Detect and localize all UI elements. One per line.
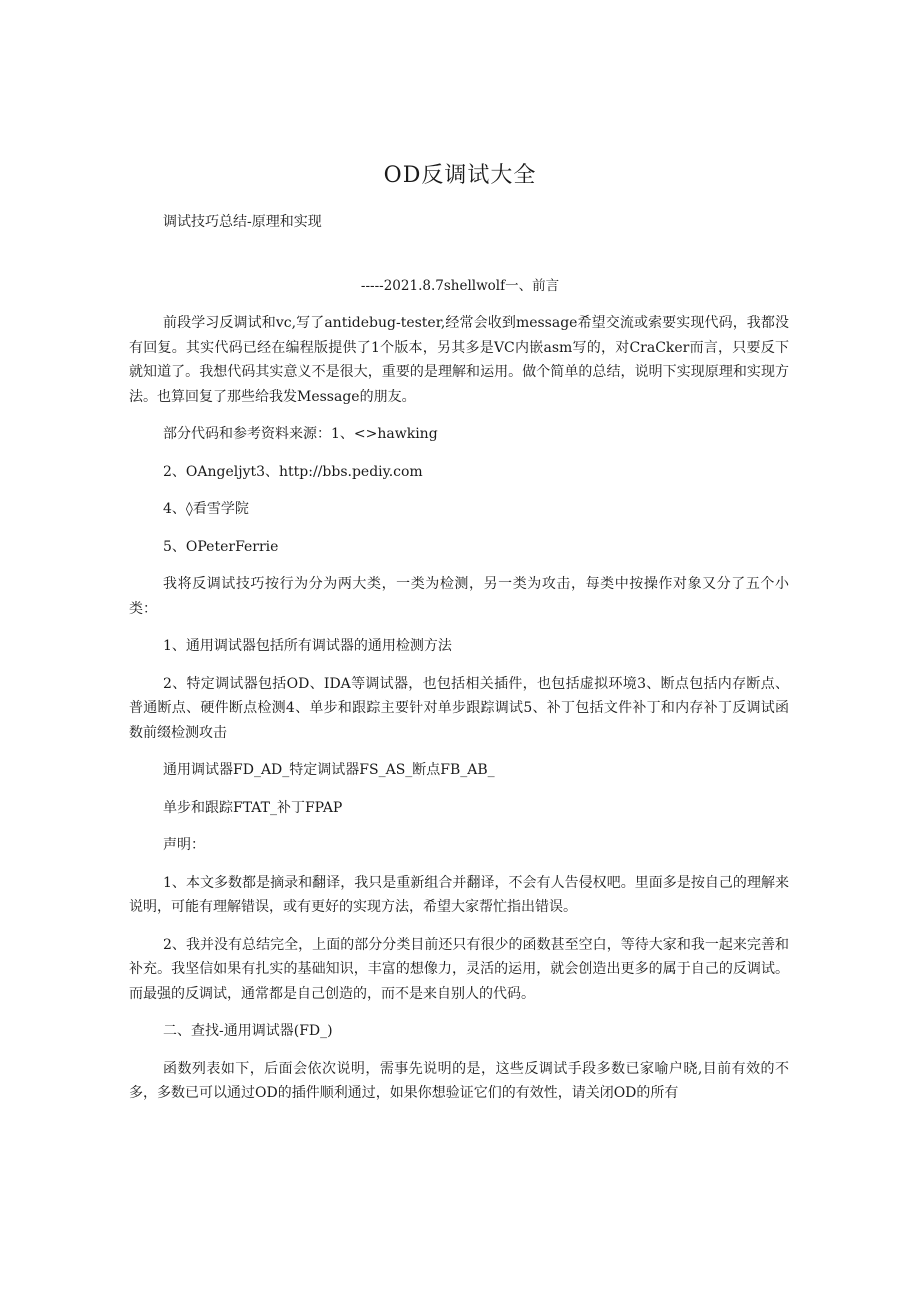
document-title: OD反调试大全 bbox=[383, 163, 537, 188]
document-subtitle: 调试技巧总结-原理和实现 bbox=[163, 214, 322, 230]
paragraph-source-2-3: 2、OAngeljyt3、http://bbs.pediy.com bbox=[163, 463, 423, 480]
section-heading-2: 二、查找-通用调试器(FD_) bbox=[163, 1023, 333, 1039]
paragraph-source-4: 4、◊看雪学院 bbox=[163, 501, 249, 517]
paragraph-source-5: 5、OPeterFerrie bbox=[163, 538, 279, 555]
paragraph-statement-heading: 声明： bbox=[163, 837, 205, 853]
paragraph-statement-1: 1、本文多数都是摘录和翻译，我只是重新组合并翻译，不会有人告侵权吧。里面多是按自己的理解来说明，可能有理解错误，或有更好的实现方法，希望大家帮忙指出错误。 bbox=[129, 874, 789, 915]
paragraph-prefix-2: 单步和跟踪FTAT_补丁FPAP bbox=[163, 799, 343, 816]
paragraph-statement-2: 2、我并没有总结完全，上面的部分分类目前还只有很少的函数甚至空白，等待大家和我一起来完善和补充。我坚信如果有扎实的基础知识，丰富的想像力，灵活的运用，就会创造出更多的属于自己的反调试。而最强的反调试，通常都是自己创造的，而不是来自别人的代码。 bbox=[129, 936, 789, 1002]
dateline: -----2021.8.7shellwolf一、前言 bbox=[360, 278, 560, 294]
paragraph-classification: 我将反调试技巧按行为分为两大类，一类为检测，另一类为攻击，每类中按操作对象又分了五个小类： bbox=[129, 576, 789, 617]
paragraph-function-list: 函数列表如下，后面会依次说明，需事先说明的是，这些反调试手段多数已家喻户晓,目前有效的不多，多数已可以通过OD的插件顺利通过，如果你想验证它们的有效性，请关闭OD的所有 bbox=[129, 1060, 789, 1101]
paragraph-intro: 前段学习反调试和vc,写了antidebug-tester,经常会收到message希望交流或索要实现代码，我都没有回复。其实代码已经在编程版提供了1个版本，另其多是VC内嵌asm写的，对CraCker而言，只要反下就知道了。我想代码其实意义不是很大，重要的是理解和运用。做个简单的总结，说明下实现原理和实现方法。也算回复了那些给我发Message的朋友。 bbox=[129, 315, 789, 405]
paragraph-sources: 部分代码和参考资料来源：1、<>hawking bbox=[163, 426, 438, 442]
paragraph-prefix-1: 通用调试器FD_AD_特定调试器FS_AS_断点FB_AB_ bbox=[163, 762, 495, 778]
paragraph-category-2-5: 2、特定调试器包括OD、IDA等调试器，也包括相关插件，也包括虚拟环境3、断点包括内存断点、普通断点、硬件断点检测4、单步和跟踪主要针对单步跟踪调试5、补丁包括文件补丁和内存补丁反调试函数前缀检测攻击 bbox=[129, 675, 789, 741]
paragraph-category-1: 1、通用调试器包括所有调试器的通用检测方法 bbox=[163, 638, 452, 654]
document-body bbox=[129, 311, 789, 1119]
